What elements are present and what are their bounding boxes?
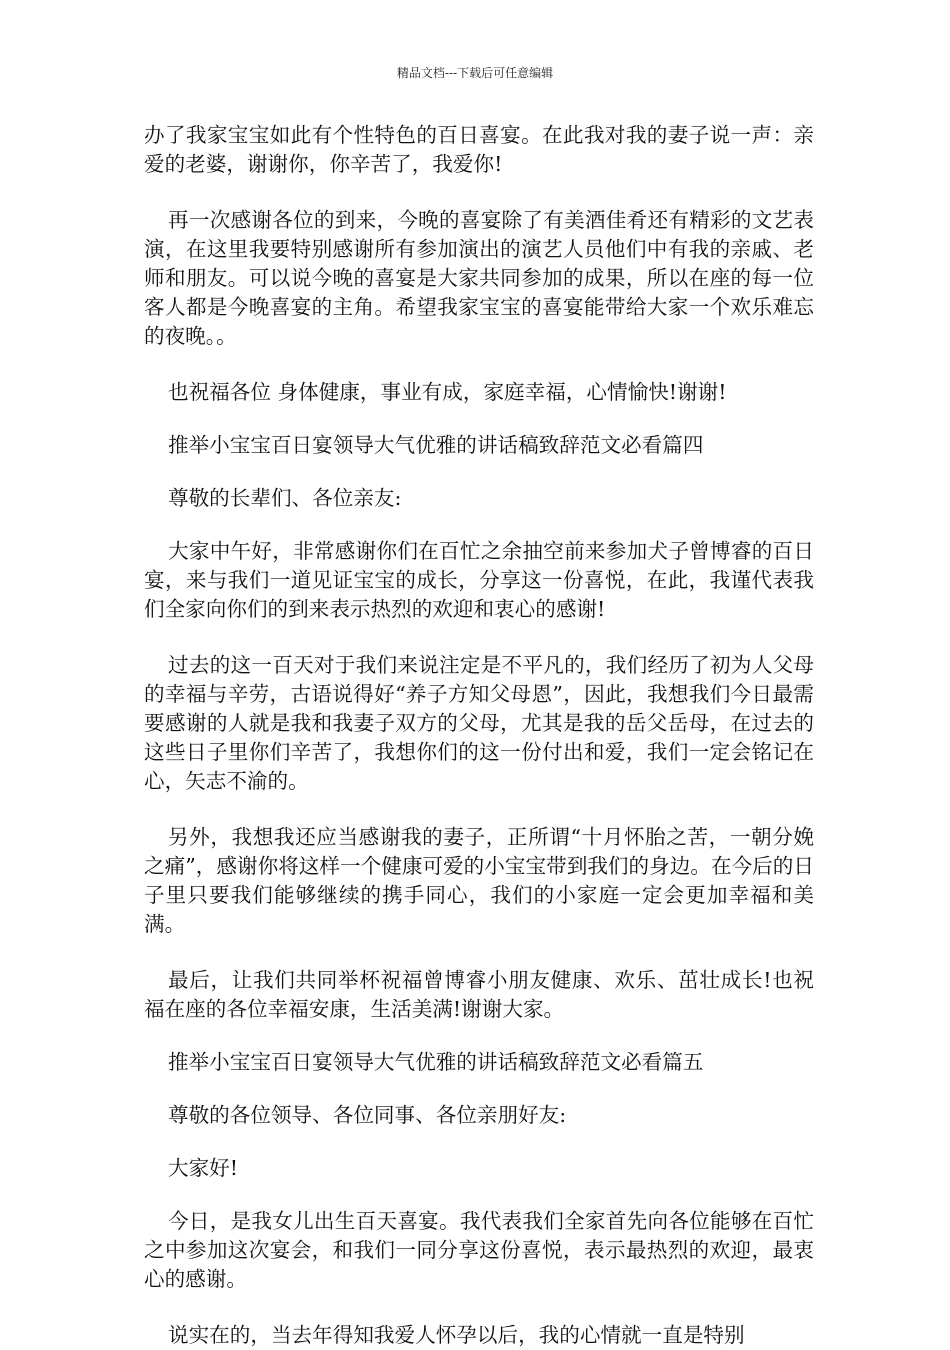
paragraph-greeting: 大家中午好，非常感谢你们在百忙之余抽空前来参加犬子曾博睿的百日宴，来与我们一道见证宝宝的成长，分享这一份喜悦，在此，我谨代表我们全家向你们的到来表示热烈的欢迎和衷心的感谢! bbox=[144, 539, 814, 621]
paragraph-thanks-guests: 再一次感谢各位的到来，今晚的喜宴除了有美酒佳肴还有精彩的文艺表演，在这里我要特别感谢所有参加演出的演艺人员他们中有我的亲戚、老师和朋友。可以说今晚的喜宴是大家共同参加的成果，所以在座的每一位客人都是今晚喜宴的主角。希望我家宝宝的喜宴能带给大家一个欢乐难忘的夜晚。。 bbox=[144, 208, 814, 348]
greeting-line: 大家好! bbox=[168, 1156, 239, 1180]
section-heading-part-five: 推举小宝宝百日宴领导大气优雅的讲话稿致辞范文必看篇五 bbox=[168, 1050, 704, 1074]
paragraph-daughter-banquet: 今日，是我女儿出生百天喜宴。我代表我们全家首先向各位能够在百忙之中参加这次宴会，和我们一同分享这份喜悦，表示最热烈的欢迎，最衷心的感谢。 bbox=[144, 1209, 814, 1291]
page-header: 精品文档---下载后可任意编辑 bbox=[396, 66, 554, 80]
paragraph-truncated: 说实在的，当去年得知我爱人怀孕以后，我的心情就一直是特别 bbox=[168, 1323, 745, 1347]
salutation-part-four: 尊敬的长辈们、各位亲友: bbox=[168, 486, 402, 510]
paragraph-toast: 最后，让我们共同举杯祝福曾博睿小朋友健康、欢乐、茁壮成长!也祝福在座的各位幸福安康，生活美满!谢谢大家。 bbox=[144, 968, 814, 1021]
paragraph-parents-thanks: 过去的这一百天对于我们来说注定是不平凡的，我们经历了初为人父母的幸福与辛劳，古语说得好“养子方知父母恩”，因此，我想我们今日最需要感谢的人就是我和我妻子双方的父母，尤其是我的岳父岳母，在过去的这些日子里你们辛苦了，我想你们的这一份付出和爱，我们一定会铭记在心，矢志不渝的。 bbox=[144, 653, 814, 793]
paragraph-blessing: 也祝福各位 身体健康，事业有成，家庭幸福，心情愉快!谢谢! bbox=[168, 380, 727, 404]
section-heading-part-four: 推举小宝宝百日宴领导大气优雅的讲话稿致辞范文必看篇四 bbox=[168, 433, 704, 457]
document-body bbox=[144, 121, 814, 1350]
salutation-part-five: 尊敬的各位领导、各位同事、各位亲朋好友: bbox=[168, 1103, 567, 1127]
paragraph-wife-thanks: 另外，我想我还应当感谢我的妻子，正所谓“十月怀胎之苦，一朝分娩之痛”，感谢你将这样一个健康可爱的小宝宝带到我们的身边。在今后的日子里只要我们能够继续的携手同心，我们的小家庭一定会更加幸福和美满。 bbox=[144, 825, 814, 936]
paragraph-continuation: 办了我家宝宝如此有个性特色的百日喜宴。在此我对我的妻子说一声：亲爱的老婆，谢谢你，你辛苦了，我爱你! bbox=[144, 123, 814, 176]
